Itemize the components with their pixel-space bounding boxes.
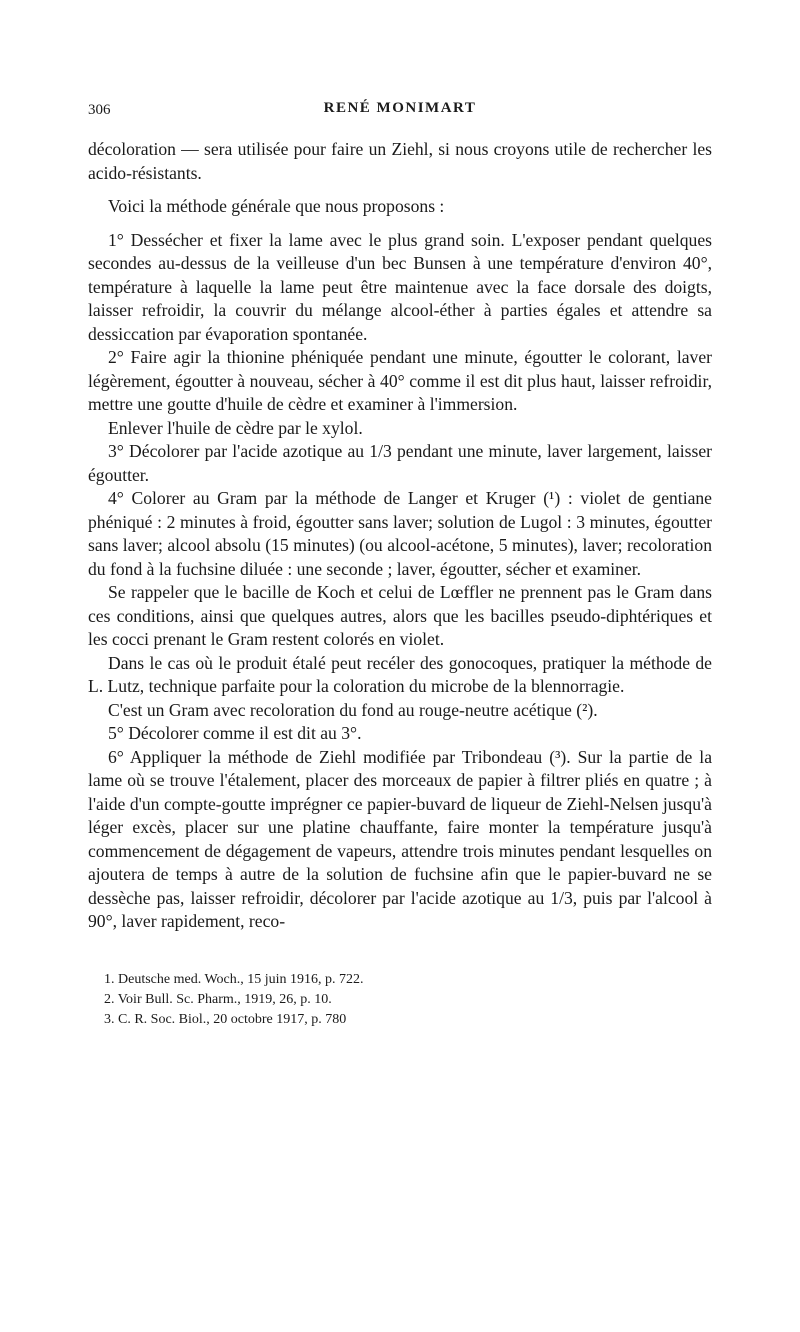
- page-header: [88, 96, 712, 124]
- paragraph: Enlever l'huile de cèdre par le xylol.: [108, 417, 363, 438]
- footnotes: [88, 970, 712, 1030]
- paragraph: 3° Décolorer par l'acide azotique au 1/3 pendant une minute, laver largement, laisser égoutter.: [88, 441, 712, 485]
- paragraph: Voici la méthode générale que nous proposons :: [108, 196, 445, 216]
- paragraph: décoloration — sera utilisée pour faire un Ziehl, si nous croyons utile de rechercher les acido-résistants.: [88, 139, 712, 183]
- paragraph: 1° Dessécher et fixer la lame avec le plus grand soin. L'exposer pendant quelques secondes au-dessus de la veilleuse d'un bec Bunsen à une température d'environ 40°, température à laquelle la lame peut être maintenue avec la face dorsale des doigts, laisser refroidir, la couvrir du mélange alcool-éther à parties égales et attendre sa dessiccation par évaporation spontanée.: [88, 229, 712, 344]
- paragraph: 6° Appliquer la méthode de Ziehl modifiée par Tribondeau (³). Sur la partie de la lame où se trouve l'étalement, placer des morceaux de papier à filtrer pliés en quatre ; à l'aide d'un compte-goutte imprégner ce papier-buvard de liqueur de Ziehl-Nelsen jusqu'à léger excès, placer sur une platine chauffante, faire monter la température jusqu'à commencement de dégagement de vapeurs, attendre trois minutes pendant lesquelles on ajoutera de temps à autre de la solution de fuchsine afin que le papier-buvard ne se dessèche pas, laisser refroidir, décolorer par l'acide azotique au 1/3, puis par l'alcool à 90°, laver rapidement, reco-: [88, 746, 712, 931]
- footnote: 1. Deutsche med. Woch., 15 juin 1916, p. 722.: [104, 971, 364, 987]
- paragraph: 2° Faire agir la thionine phéniquée pendant une minute, égoutter le colorant, laver légèrement, égoutter à nouveau, sécher à 40° comme il est dit plus haut, laisser refroidir, mettre une goutte d'huile de cèdre et examiner à l'immersion.: [88, 347, 712, 414]
- footnote: 2. Voir Bull. Sc. Pharm., 1919, 26, p. 10.: [104, 991, 332, 1007]
- document-page: [88, 96, 712, 1030]
- paragraph: Dans le cas où le produit étalé peut recéler des gonocoques, pratiquer la méthode de L. Lutz, technique parfaite pour la coloration du microbe de la blennorragie.: [88, 652, 712, 696]
- paragraph: C'est un Gram avec recoloration du fond au rouge-neutre acétique (²).: [108, 699, 598, 720]
- running-title: RENÉ MONIMART: [323, 100, 477, 116]
- paragraph: 5° Décolorer comme il est dit au 3°.: [108, 723, 362, 743]
- page-number: 306: [88, 102, 111, 118]
- paragraph: Se rappeler que le bacille de Koch et celui de Lœffler ne prennent pas le Gram dans ces conditions, ainsi que quelques autres, alors que les bacilles pseudo-diphtériques et les cocci prenant le Gram restent colorés en violet.: [88, 582, 712, 649]
- paragraph: 4° Colorer au Gram par la méthode de Langer et Kruger (¹) : violet de gentiane phéniqué : 2 minutes à froid, égoutter sans laver; solution de Lugol : 3 minutes, égoutter sans laver; alcool absolu (15 minutes) (ou alcool-acétone, 5 minutes), laver; recoloration du fond à la fuchsine diluée : une seconde ; laver, égoutter, sécher et examiner.: [88, 488, 712, 579]
- footnote: 3. C. R. Soc. Biol., 20 octobre 1917, p. 780: [104, 1011, 347, 1027]
- body-text: [88, 138, 712, 934]
